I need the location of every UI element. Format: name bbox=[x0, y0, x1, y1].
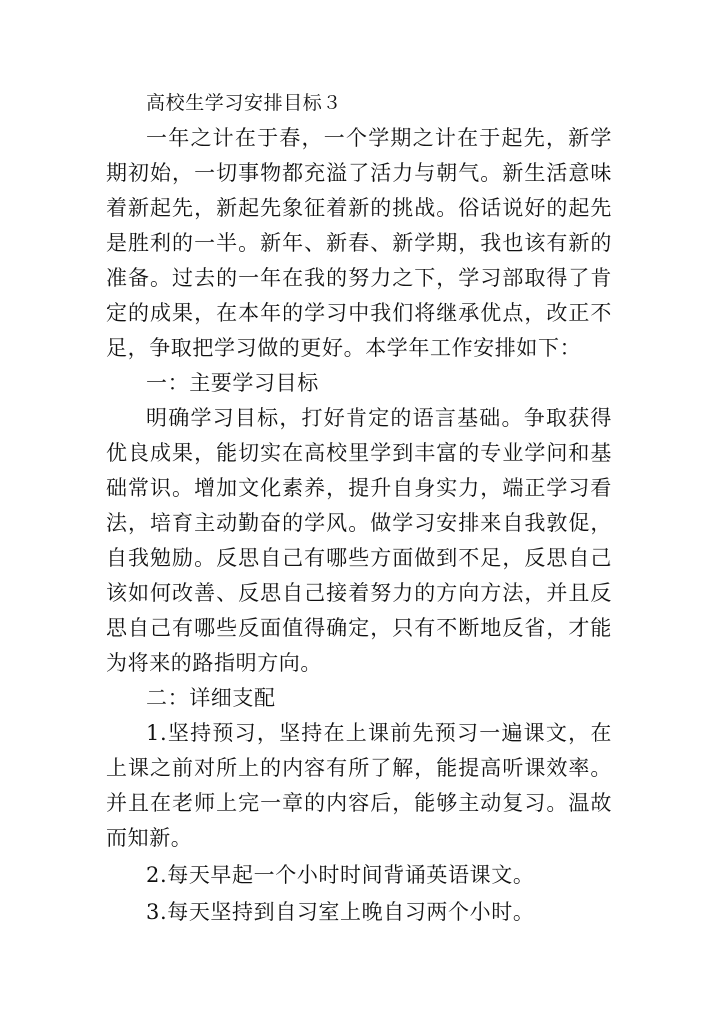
document-page bbox=[106, 86, 612, 930]
intro-paragraph: 一年之计在于春，一个学期之计在于起先，新学期初始，一切事物都充溢了活力与朝气。新生活意味着新起先，新起先象征着新的挑战。俗话说好的起先是胜利的一半。新年、新春、新学期，我也该有新的准备。过去的一年在我的努力之下，学习部取得了肯定的成果，在本年的学习中我们将继承优点，改正不足，争取把学习做的更好。本学年工作安排如下： bbox=[106, 126, 612, 360]
document-title: 高校生学习安排目标３ bbox=[146, 92, 343, 114]
section1-paragraph: 明确学习目标，打好肯定的语言基础。争取获得优良成果，能切实在高校里学到丰富的专业学问和基础常识。增加文化素养，提升自身实力，端正学习看法，培育主动勤奋的学风。做学习安排来自我敦促，自我勉励。反思自己有哪些方面做到不足，反思自己该如何改善、反思自己接着努力的方向方法，并且反思自己有哪些反面值得确定，只有不断地反省，才能为将来的路指明方向。 bbox=[106, 406, 612, 675]
section2-heading: 二：详细支配 bbox=[146, 686, 276, 710]
list-item-2: 2.每天早起一个小时时间背诵英语课文。 bbox=[146, 863, 535, 887]
section1-heading: 一：主要学习目标 bbox=[146, 371, 319, 395]
list-item-3: 3.每天坚持到自习室上晚自习两个小时。 bbox=[146, 900, 535, 924]
list-item-1: 1.坚持预习，坚持在上课前先预习一遍课文，在上课之前对所上的内容有所了解，能提高听课效率。并且在老师上完一章的内容后，能够主动复习。温故而知新。 bbox=[106, 721, 612, 850]
